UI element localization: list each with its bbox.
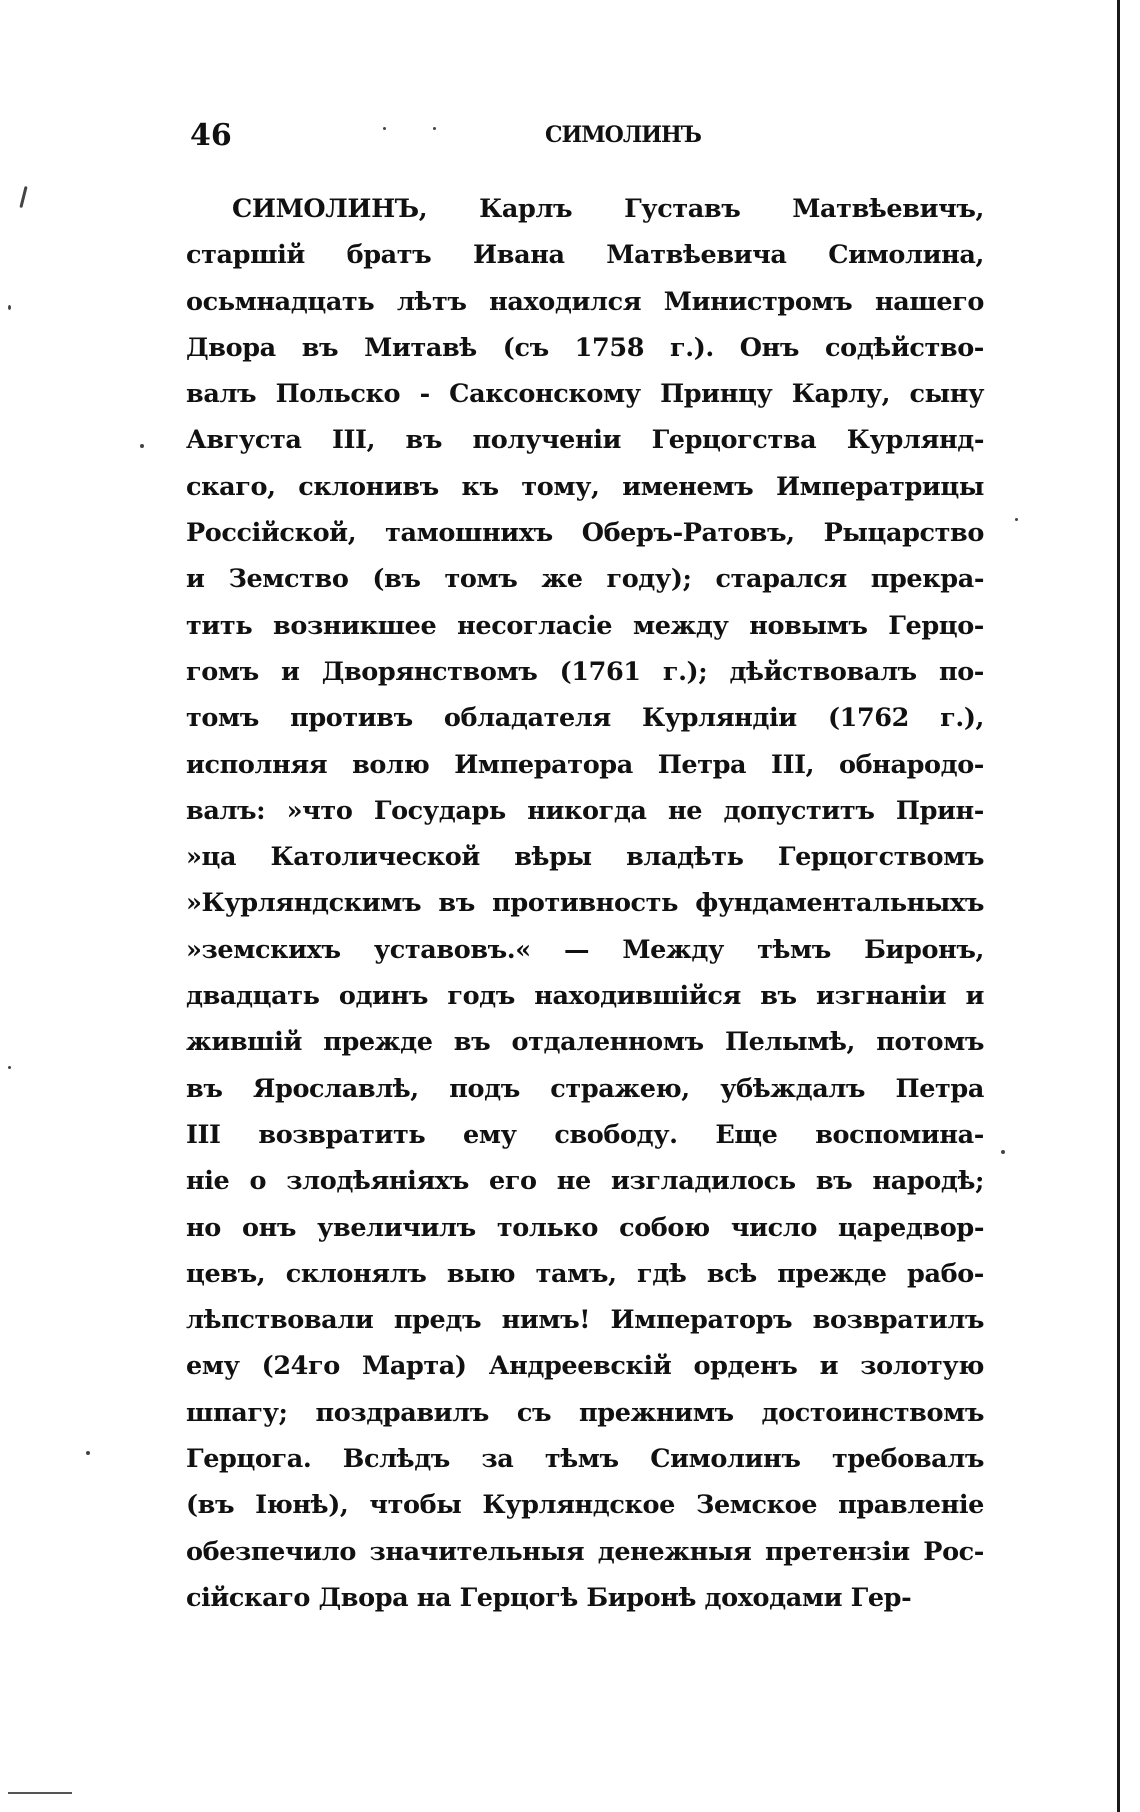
- text-line: Августа III, въ полученіи Герцогства Курлянд-: [186, 425, 984, 456]
- text-line: (въ Іюнѣ), чтобы Курляндское Земское правленіе: [186, 1490, 984, 1521]
- running-head: СИМОЛИНЪ: [545, 122, 701, 148]
- text-line: исполняя волю Императора Петра III, обнародо-: [186, 749, 984, 780]
- text-line: III возвратить ему свободу. Еще воспомина-: [186, 1119, 984, 1150]
- article-text: [186, 186, 984, 1621]
- text-line: тить возникшее несогласіе между новымъ Герцо-: [186, 610, 984, 641]
- text-line: въ Ярославлѣ, подъ стражею, убѣждалъ Петра: [186, 1073, 984, 1104]
- text-line: лѣпствовали предъ нимъ! Императоръ возвратилъ: [186, 1305, 984, 1336]
- page-header: [190, 116, 990, 156]
- text-line: Герцога. Вслѣдъ за тѣмъ Симолинъ требовалъ: [186, 1444, 984, 1475]
- text-line: Двора въ Митавѣ (съ 1758 г.). Онъ содѣйство-: [186, 332, 984, 363]
- text-line: валъ Польско - Саксонскому Принцу Карлу, сыну: [186, 379, 984, 410]
- text-line: старшій братъ Ивана Матвѣевича Симолина,: [186, 240, 984, 271]
- text-line: Россійской, тамошнихъ Оберъ-Ратовъ, Рыцарство: [186, 518, 984, 549]
- text-line: жившій прежде въ отдаленномъ Пелымѣ, потомъ: [186, 1027, 984, 1058]
- text-line: осьмнадцать лѣтъ находился Министромъ нашего: [186, 286, 984, 317]
- ink-speck: [8, 1066, 11, 1069]
- ink-speck: [8, 305, 11, 310]
- text-line: скаго, склонивъ къ тому, именемъ Императрицы: [186, 471, 984, 502]
- text-line: ему (24го Марта) Андреевскій орденъ и золотую: [186, 1351, 984, 1382]
- text-line: СИМОЛИНЪ, Карлъ Густавъ Матвѣевичъ,: [232, 194, 984, 224]
- text-line: цевъ, склонялъ выю тамъ, гдѣ всѣ прежде рабо-: [186, 1258, 984, 1289]
- text-line: и Земство (въ томъ же году); старался прекра-: [186, 564, 984, 595]
- text-line: шпагу; поздравилъ съ прежнимъ достоинствомъ: [186, 1397, 984, 1428]
- text-line: сійскаго Двора на Герцогѣ Биронѣ доходами Гер-: [186, 1582, 912, 1613]
- ink-speck: [19, 186, 27, 208]
- text-line: двадцать одинъ годъ находившійся въ изгнаніи и: [186, 981, 984, 1012]
- page-number: 46: [190, 118, 232, 153]
- ink-speck: [1001, 1150, 1005, 1154]
- text-line: »Курляндскимъ въ противность фундаментальныхъ: [186, 888, 984, 919]
- text-line: томъ противъ обладателя Курляндіи (1762 г.),: [186, 703, 984, 734]
- text-line: гомъ и Дворянствомъ (1761 г.); дѣйствовалъ по-: [186, 656, 984, 687]
- text-line: »земскихъ уставовъ.« — Между тѣмъ Биронъ,: [186, 934, 984, 965]
- text-line: но онъ увеличилъ только собою число царедвор-: [186, 1212, 984, 1243]
- ink-speck: [140, 444, 144, 448]
- page-edge-rule: [1117, 0, 1120, 1812]
- ink-speck: [86, 1451, 90, 1455]
- text-line: валъ: »что Государь никогда не допуститъ Прин-: [186, 795, 984, 826]
- text-line: ніе о злодѣяніяхъ его не изгладилось въ народѣ;: [186, 1166, 984, 1197]
- ink-speck: [1015, 518, 1018, 521]
- text-line: »ца Католической вѣры владѣть Герцогствомъ: [186, 842, 984, 873]
- text-line: обезпечило значительныя денежныя претензіи Рос-: [186, 1536, 984, 1567]
- bottom-edge-mark: [8, 1792, 72, 1794]
